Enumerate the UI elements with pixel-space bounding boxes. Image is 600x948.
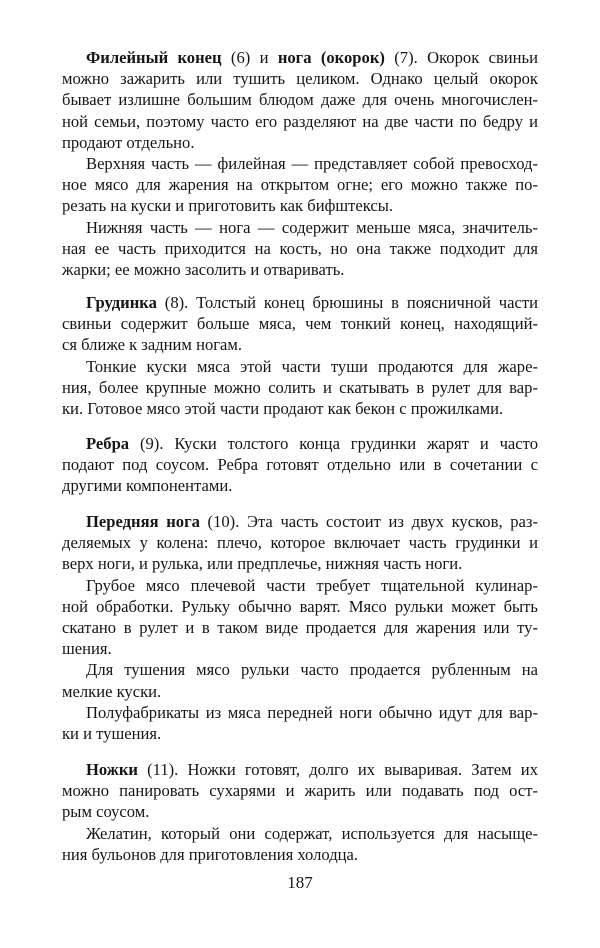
text-run: (7). Окорок свиньи xyxy=(384,48,538,67)
text-run: ное мясо для жарения на открытом огне; его можно также по- xyxy=(62,175,538,195)
text-line xyxy=(62,532,538,554)
text-run: (11). Ножки готовят, долго их вываривая. Затем их xyxy=(137,760,538,779)
text-run: ния бульонов для приготовления холодца. xyxy=(62,844,359,864)
text-run: скатано в рулет и в таком виде продается для жарения или ту- xyxy=(62,618,538,637)
text-line xyxy=(62,132,538,154)
text-line xyxy=(62,617,538,639)
text-run: ной семьи, поэтому часто его разделяют на две части по бедру и xyxy=(62,111,538,131)
page-number: 187 xyxy=(287,873,313,892)
text-run: ки и тушения. xyxy=(62,724,162,743)
text-run: ния, более крупные можно солить и скатывать в рулет для вар- xyxy=(62,377,538,397)
text-line xyxy=(62,377,538,399)
text-line xyxy=(62,68,538,90)
text-line xyxy=(62,723,538,745)
text-run: (10). Эта часть состоит из двух кусков, раз- xyxy=(199,512,538,531)
text-run: верх ноги, и рулька, или предплечье, нижняя часть ноги. xyxy=(62,554,463,574)
text-line xyxy=(62,398,538,420)
text-line xyxy=(62,780,538,802)
text-run: Верхняя часть — филейная — представляет собой превосход- xyxy=(86,154,538,173)
text-run: деляемых у колена: плечо, которое включает часть грудинки и xyxy=(62,533,538,553)
bold-term: Филейный конец xyxy=(86,48,222,67)
paragraph-first-line xyxy=(86,356,538,378)
paragraph-first-line xyxy=(86,659,538,681)
paragraph-first-line xyxy=(86,47,538,69)
text-run: ся ближе к задним ногам. xyxy=(62,335,243,355)
text-line xyxy=(62,313,538,335)
text-line xyxy=(62,475,538,497)
text-run: свиньи содержит больше мяса, чем тонкий конец, находящий- xyxy=(62,314,538,334)
text-line xyxy=(62,111,538,133)
paragraph-first-line xyxy=(86,575,538,597)
paragraph-first-line xyxy=(86,702,538,724)
bold-term: Ребра xyxy=(86,434,130,453)
text-run: продают отдельно. xyxy=(62,132,195,152)
text-line xyxy=(62,174,538,196)
text-run: Для тушения мясо рульки часто продается рубленным на xyxy=(86,660,538,680)
paragraph-first-line xyxy=(86,217,538,239)
text-run: ки. Готовое мясо этой части продают как бекон с прожилками. xyxy=(62,399,504,418)
text-line xyxy=(62,259,538,281)
text-run: жарки; ее можно засолить и отваривать. xyxy=(62,260,345,279)
text-line xyxy=(62,844,538,866)
text-line xyxy=(62,454,538,476)
paragraph-first-line xyxy=(86,759,538,781)
text-run: другими компонентами. xyxy=(62,476,233,496)
text-run: резать на куски и приготовить как бифштексы. xyxy=(62,196,394,216)
text-run: Полуфабрикаты из мяса передней ноги обычно идут для вар- xyxy=(86,702,538,722)
text-line xyxy=(62,553,538,575)
text-run: бывает излишне большим блюдом даже для очень многочислен- xyxy=(62,90,538,110)
text-line xyxy=(62,195,538,217)
text-line xyxy=(62,89,538,111)
text-run: Нижняя часть — нога — содержит меньше мяса, значитель- xyxy=(86,217,538,237)
text-line xyxy=(62,238,538,260)
text-line xyxy=(62,596,538,618)
text-run: ной обработки. Рульку обычно варят. Мясо рульки может быть xyxy=(62,596,538,616)
text-run: Грубое мясо плечевой части требует тщательной кулинар- xyxy=(86,575,538,595)
text-run: ная ее часть приходится на кость, но она также подходит для xyxy=(62,238,538,258)
text-run: шения. xyxy=(62,639,112,659)
text-run: (6) и xyxy=(221,48,278,67)
paragraph-first-line xyxy=(86,511,538,533)
paragraph-first-line xyxy=(86,292,538,314)
paragraph-first-line xyxy=(86,433,538,455)
text-run: подают под соусом. Ребра готовят отдельно или в сочетании с xyxy=(62,455,538,475)
bold-term: Ножки xyxy=(86,760,138,779)
text-run: можно зажарить или тушить целиком. Однако целый окорок xyxy=(62,69,538,89)
text-run: можно панировать сухарями и жарить или подавать под ост- xyxy=(62,781,538,801)
text-run: (9). Куски толстого конца грудинки жарят и часто xyxy=(129,434,538,453)
text-line xyxy=(62,638,538,660)
text-run: мелкие куски. xyxy=(62,681,162,701)
text-run: (8). Толстый конец брюшины в поясничной части xyxy=(156,293,538,312)
paragraph-first-line xyxy=(86,153,538,175)
bold-term: Грудинка xyxy=(86,293,157,312)
bold-term: нога (окорок) xyxy=(277,48,385,67)
paragraph-first-line xyxy=(86,823,538,845)
text-line xyxy=(62,681,538,703)
text-line xyxy=(62,334,538,356)
text-run: Тонкие куски мяса этой части туши продаются для жаре- xyxy=(86,356,538,376)
text-run: Желатин, который они содержат, используется для насыще- xyxy=(86,823,538,843)
bold-term: Передняя нога xyxy=(86,512,200,531)
text-line xyxy=(62,801,538,823)
text-run: рым соусом. xyxy=(62,802,150,822)
